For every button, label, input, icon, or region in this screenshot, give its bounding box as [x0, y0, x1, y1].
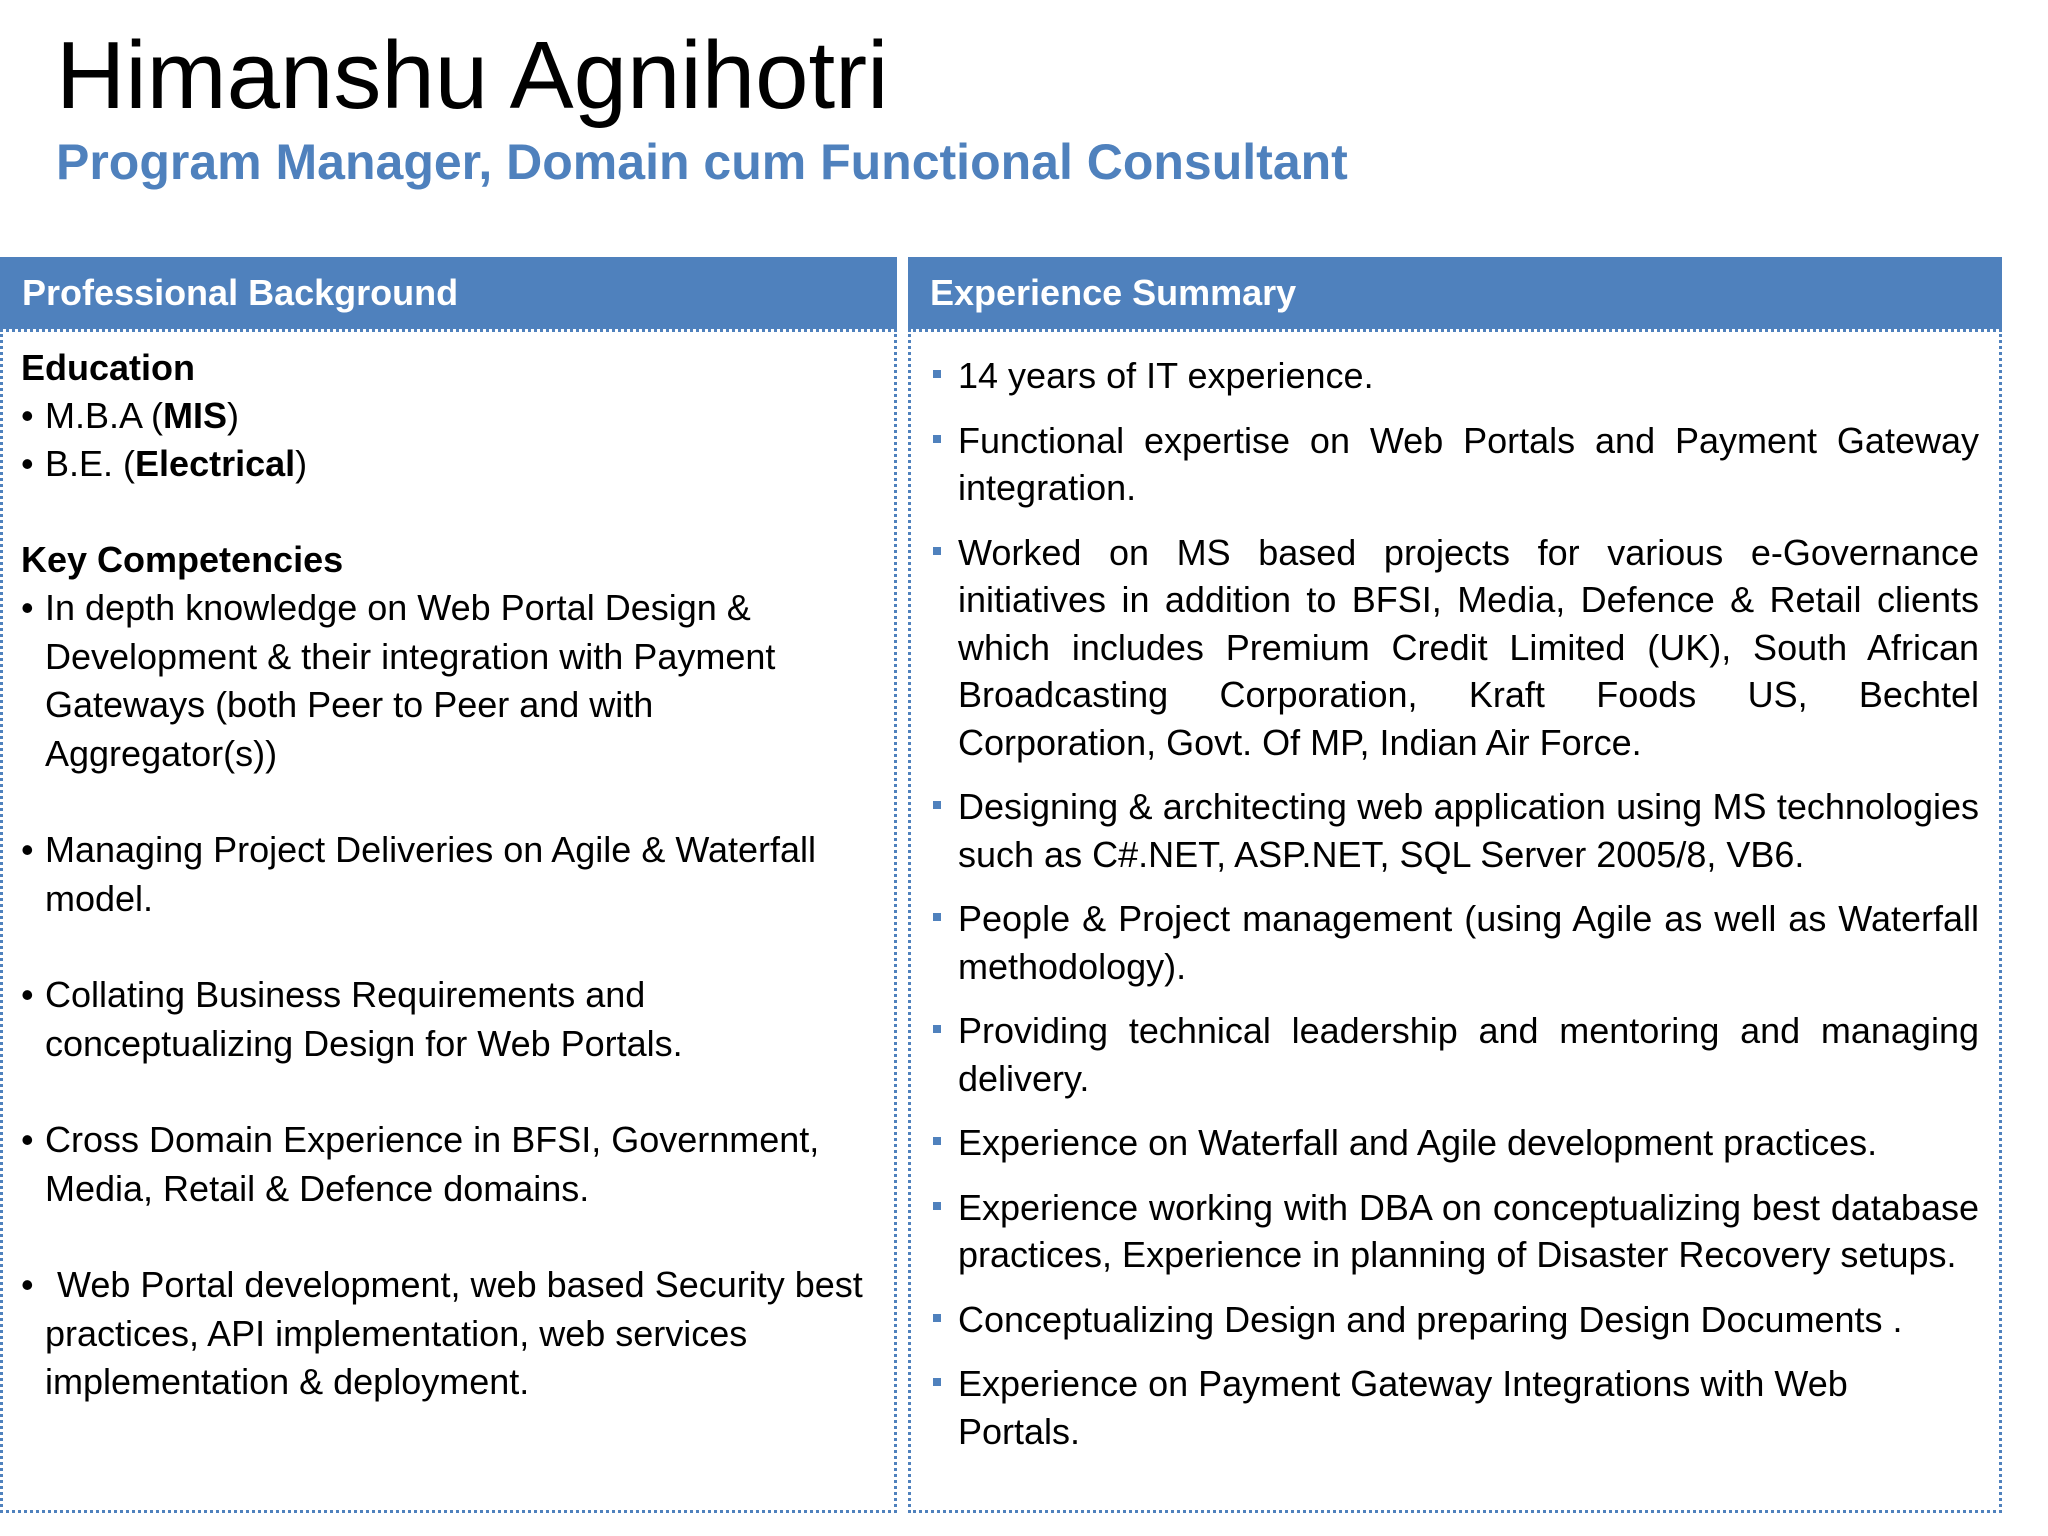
bullet-icon: • — [21, 1264, 34, 1305]
square-bullet-icon — [933, 1025, 941, 1033]
key-competencies-list — [21, 584, 874, 1407]
square-bullet-icon — [933, 435, 941, 443]
square-bullet-icon — [933, 1137, 941, 1145]
bullet-icon: • — [21, 829, 34, 870]
experience-text: Providing technical leadership and mentoring and managing delivery. — [958, 1010, 1979, 1099]
competency-item — [21, 584, 874, 778]
bullet-icon: • — [21, 974, 34, 1015]
education-degree-end: ) — [295, 443, 308, 484]
person-name: Himanshu Agnihotri — [56, 22, 889, 129]
experience-item — [933, 1296, 1979, 1344]
square-bullet-icon — [933, 547, 941, 555]
experience-item — [933, 1184, 1979, 1279]
competency-item — [21, 1261, 874, 1407]
competency-text: Managing Project Deliveries on Agile & Waterfall model. — [45, 829, 817, 919]
education-list — [21, 392, 874, 488]
experience-item — [933, 417, 1979, 512]
experience-text: Worked on MS based projects for various e-Governance initiatives in addition to BFSI, Media, Defence & Retail clients which includes Premium Credit Limited (UK), South African Broadcasting Corporation, Kraft Foods US, Bechtel Corporation, Govt. Of MP, Indian Air Force. — [958, 531, 1979, 763]
education-degree-end: ) — [227, 395, 240, 436]
experience-item — [933, 352, 1979, 400]
experience-list — [933, 352, 1979, 1455]
experience-text: Functional expertise on Web Portals and Payment Gateway integration. — [958, 419, 1979, 508]
bullet-icon: • — [21, 395, 34, 436]
education-item — [21, 440, 874, 488]
square-bullet-icon — [933, 913, 941, 921]
experience-item — [933, 529, 1979, 767]
experience-text: Experience working with DBA on conceptualizing best database practices, Experience in planning of Disaster Recovery setups. — [958, 1186, 1979, 1275]
education-heading: Education — [21, 347, 196, 388]
experience-text: Conceptualizing Design and preparing Design Documents . — [958, 1298, 1903, 1340]
experience-text: Designing & architecting web application using MS technologies such as C#.NET, ASP.NET, SQL Server 2005/8, VB6. — [958, 786, 1979, 875]
experience-summary-body — [908, 329, 2002, 1513]
competency-item — [21, 826, 874, 923]
competency-text: Web Portal development, web based Security best practices, API implementation, web services implementation & deployment. — [45, 1264, 863, 1402]
square-bullet-icon — [933, 801, 941, 809]
experience-item — [933, 1007, 1979, 1102]
experience-text: Experience on Payment Gateway Integrations with Web Portals. — [958, 1363, 1848, 1452]
bullet-icon: • — [21, 443, 34, 484]
experience-text: 14 years of IT experience. — [958, 355, 1374, 396]
experience-summary-panel — [908, 257, 2002, 1513]
competency-text: In depth knowledge on Web Portal Design & Development & their integration with Payment Gateways (both Peer to Peer and with Aggregator(s)) — [45, 587, 776, 774]
bullet-icon: • — [21, 587, 34, 628]
key-competencies-heading: Key Competencies — [21, 539, 344, 580]
professional-background-panel — [0, 257, 897, 1513]
job-title: Program Manager, Domain cum Functional Consultant — [56, 134, 1348, 190]
square-bullet-icon — [933, 1202, 941, 1210]
square-bullet-icon — [933, 370, 941, 378]
education-item — [21, 392, 874, 440]
experience-item — [933, 895, 1979, 990]
education-specialization: Electrical — [135, 443, 296, 484]
experience-summary-heading: Experience Summary — [908, 257, 2002, 329]
experience-item — [933, 1119, 1979, 1167]
education-degree: M.B.A ( — [45, 395, 164, 436]
bullet-icon: • — [21, 1119, 34, 1160]
education-specialization: MIS — [163, 395, 228, 436]
competency-item — [21, 971, 874, 1068]
competency-item — [21, 1116, 874, 1213]
competency-text: Cross Domain Experience in BFSI, Government, Media, Retail & Defence domains. — [45, 1119, 820, 1209]
professional-background-body — [0, 329, 897, 1513]
education-degree: B.E. ( — [45, 443, 136, 484]
square-bullet-icon — [933, 1314, 941, 1322]
experience-item — [933, 1360, 1979, 1455]
square-bullet-icon — [933, 1378, 941, 1386]
experience-text: People & Project management (using Agile as well as Waterfall methodology). — [958, 898, 1979, 987]
experience-item — [933, 783, 1979, 878]
professional-background-heading: Professional Background — [0, 257, 897, 329]
experience-text: Experience on Waterfall and Agile development practices. — [958, 1122, 1878, 1163]
competency-text: Collating Business Requirements and conceptualizing Design for Web Portals. — [45, 974, 683, 1064]
